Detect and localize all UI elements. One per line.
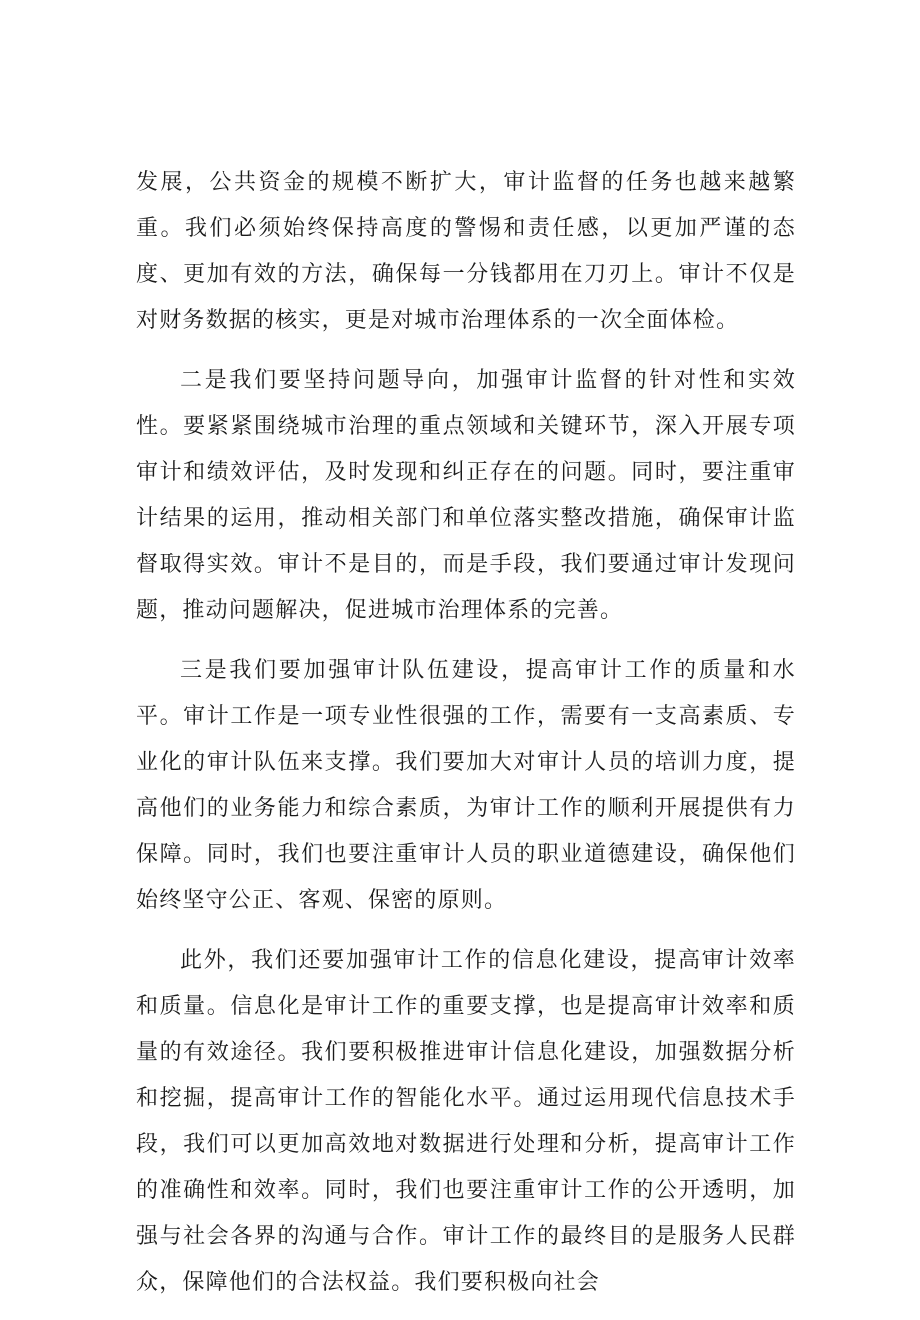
paragraph-point-two: 二是我们要坚持问题导向，加强审计监督的针对性和实效性。要紧紧围绕城市治理的重点领域和关键环节，深入开展专项审计和绩效评估，及时发现和纠正存在的问题。同时，要注重审计结果的运用，推动相关部门和单位落实整改措施，确保审计监督取得实效。审计不是目的，而是手段，我们要通过审计发现问题，推动问题解决，促进城市治理体系的完善。	[136, 368, 796, 623]
paragraph-additionally: 此外，我们还要加强审计工作的信息化建设，提高审计效率和质量。信息化是审计工作的重要支撑，也是提高审计效率和质量的有效途径。我们要积极推进审计信息化建设，加强数据分析和挖掘，提高审计工作的智能化水平。通过运用现代信息技术手段，我们可以更加高效地对数据进行处理和分析，提高审计工作的准确性和效率。同时，我们也要注重审计工作的公开透明，加强与社会各界的沟通与合作。审计工作的最终目的是服务人民群众，保障他们的合法权益。我们要积极向社会	[136, 948, 796, 1295]
paragraph-continuation: 发展，公共资金的规模不断扩大，审计监督的任务也越来越繁重。我们必须始终保持高度的警惕和责任感，以更加严谨的态度、更加有效的方法，确保每一分钱都用在刀刃上。审计不仅是对财务数据的核实，更是对城市治理体系的一次全面体检。	[136, 170, 796, 333]
document-body	[136, 160, 796, 1320]
paragraph-point-three: 三是我们要加强审计队伍建设，提高审计工作的质量和水平。审计工作是一项专业性很强的工作，需要有一支高素质、专业化的审计队伍来支撑。我们要加大对审计人员的培训力度，提高他们的业务能力和综合素质，为审计工作的顺利开展提供有力保障。同时，我们也要注重审计人员的职业道德建设，确保他们始终坚守公正、客观、保密的原则。	[136, 658, 796, 913]
